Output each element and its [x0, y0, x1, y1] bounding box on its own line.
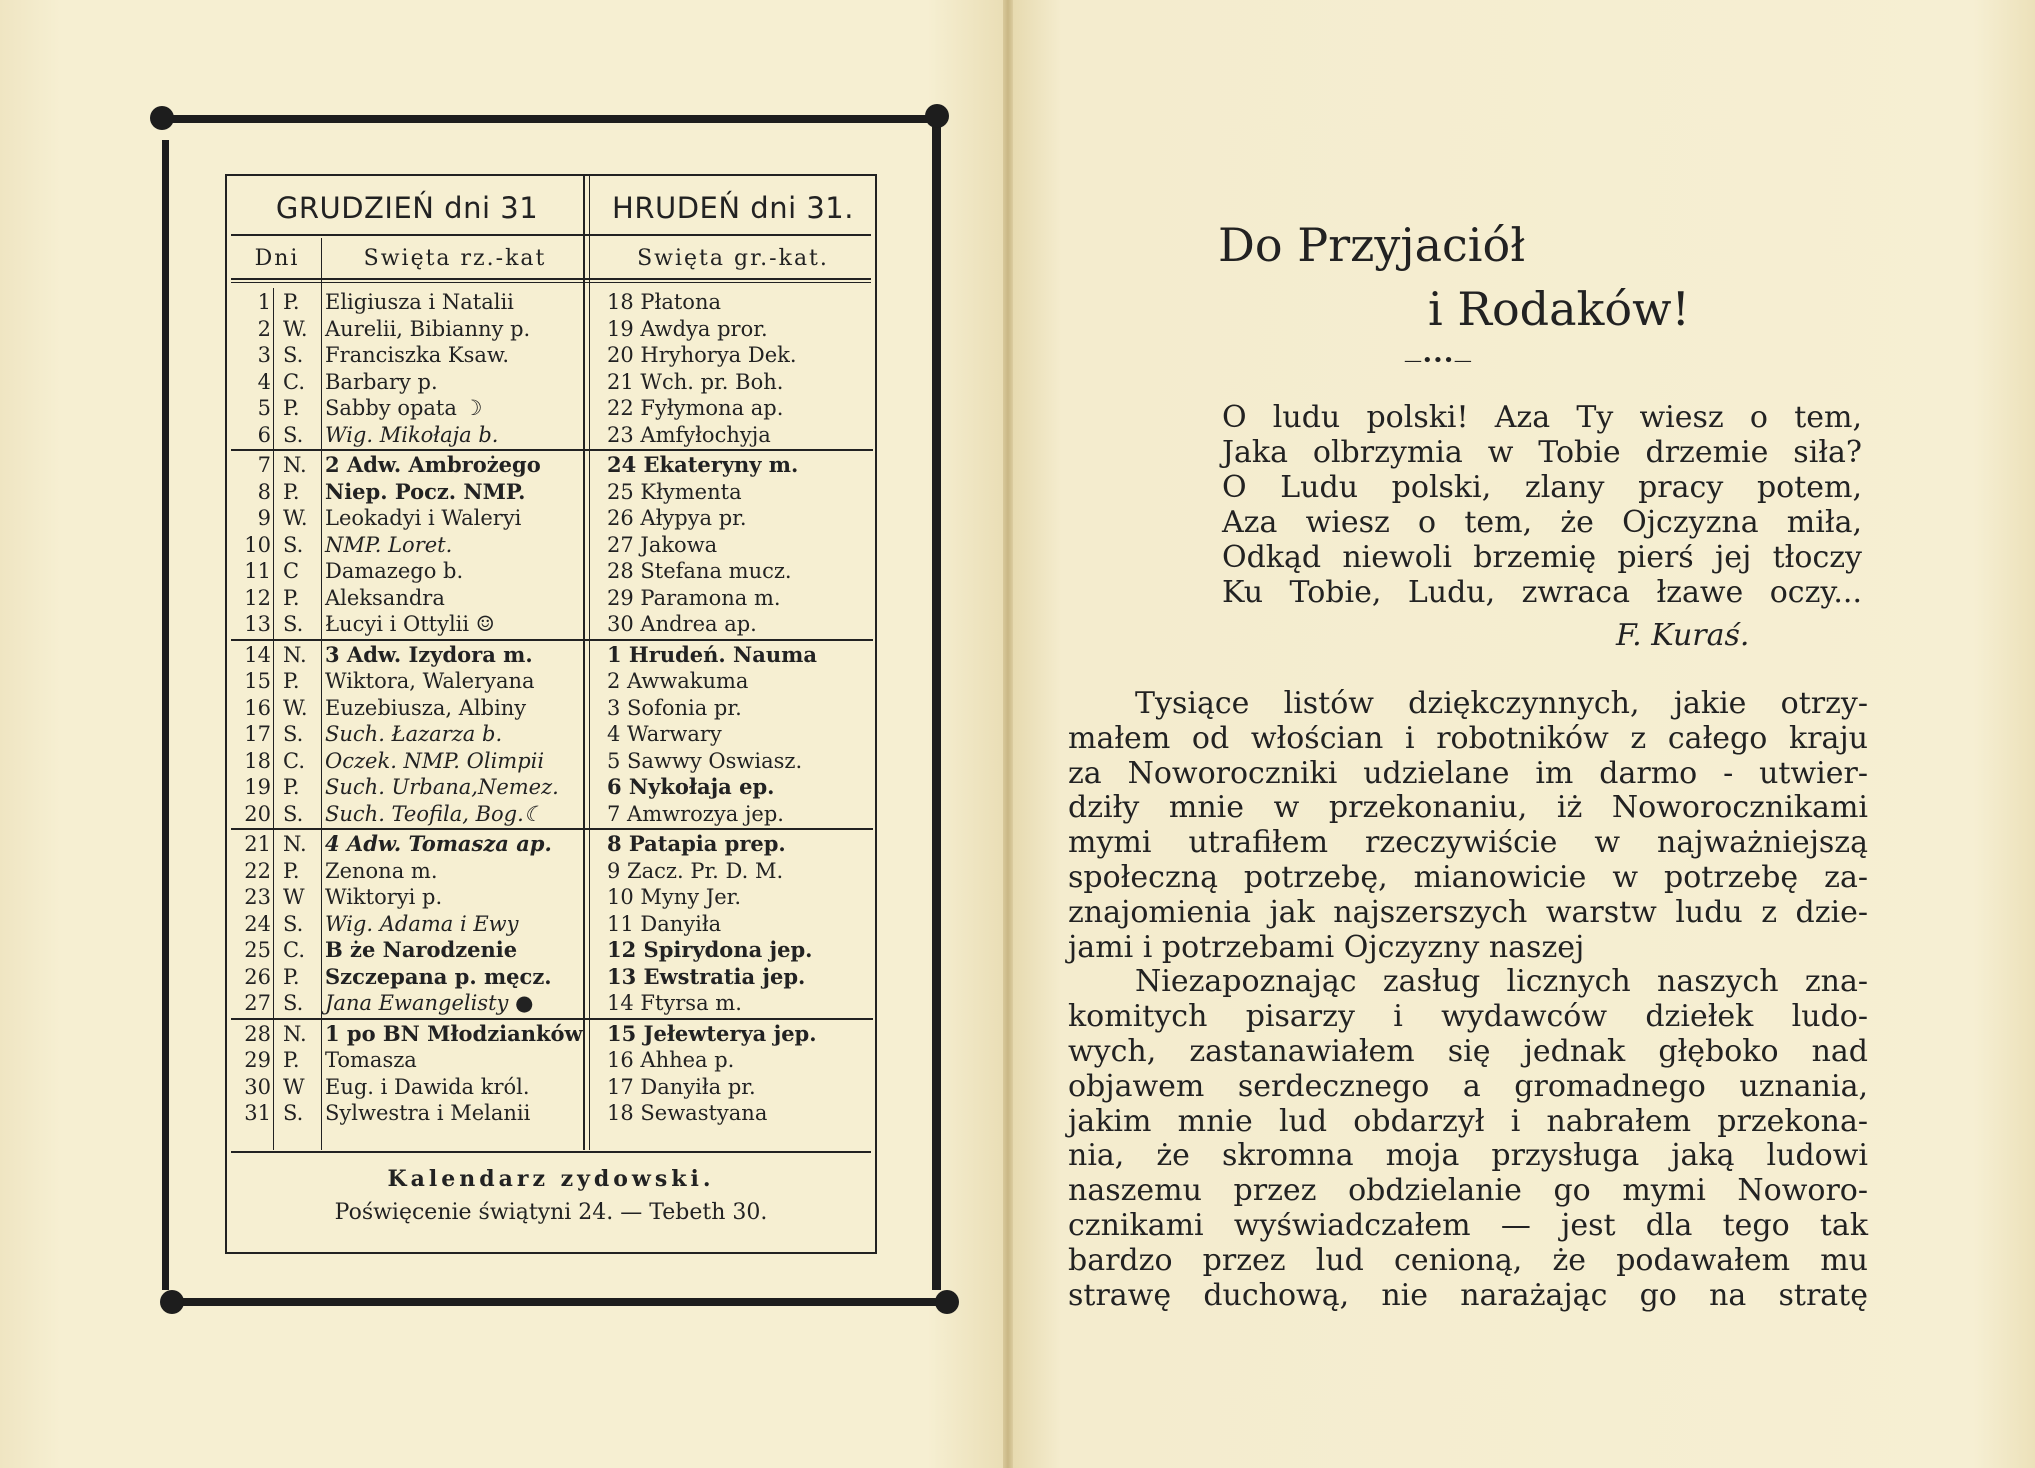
day-number: 10 — [244, 532, 271, 557]
poem-author: F. Kuraś. — [1616, 618, 1750, 653]
day-number: 24 — [244, 911, 271, 936]
day-number: 4 — [257, 369, 271, 394]
title-ornament: —•••— — [1404, 350, 1472, 371]
latin-feast: Wig. Mikołaja b. — [325, 422, 499, 447]
day-number: 12 — [244, 585, 271, 610]
calendar-row — [227, 289, 877, 316]
paragraph-line: społeczną potrzebę, mianowicie w potrzebę za- — [1068, 860, 1868, 895]
greek-feast: 1 Hrudeń. Nauma — [607, 641, 817, 667]
jewish-calendar-note: Poświęcenie świątyni 24. — Tebeth 30. — [334, 1200, 768, 1225]
frame-right — [932, 125, 941, 1290]
greek-feast: 27 Jakowa — [607, 532, 718, 557]
frame-corner-dot — [160, 1290, 184, 1314]
day-number: 15 — [244, 669, 271, 693]
calendar-row — [227, 342, 877, 369]
poem-line: Jaka olbrzymia w Tobie drzemie siła? — [1222, 435, 1862, 470]
paragraph-line: małem od włościan i robotników z całego kraju — [1068, 720, 1868, 756]
calendar-row — [227, 748, 877, 775]
latin-feast: Franciszka Ksaw. — [325, 343, 510, 367]
greek-feast: 5 Sawwy Oswiasz. — [607, 748, 803, 773]
greek-feast: 26 Ałypya pr. — [607, 506, 747, 530]
weekday-letter: S. — [283, 343, 304, 367]
weekday-letter: N. — [283, 1021, 307, 1046]
weekday-letter: S. — [283, 911, 304, 936]
weekday-letter: P. — [283, 775, 300, 799]
frame-corner-dot — [935, 1290, 959, 1314]
day-number: 5 — [257, 396, 271, 420]
latin-feast: Wiktoryi p. — [325, 885, 443, 909]
calendar-row — [227, 369, 877, 396]
greek-feast: 3 Sofonia pr. — [607, 695, 742, 720]
paragraph-line: jakim mnie lud obdarzył i nabrałem przekona- — [1068, 1103, 1868, 1139]
greek-feast: 17 Danyiła pr. — [607, 1074, 756, 1099]
weekday-letter: P. — [283, 964, 300, 989]
day-number: 17 — [244, 722, 271, 746]
weekday-letter: W — [283, 885, 305, 909]
weekday-letter: W. — [283, 695, 308, 720]
jewish-calendar-label: Kalendarz zydowski. — [387, 1166, 715, 1192]
latin-feast: Eligiusza i Natalii — [325, 290, 514, 314]
greek-feast: 29 Paramona m. — [607, 585, 781, 610]
book-gutter — [1003, 0, 1013, 1468]
day-number: 28 — [244, 1021, 271, 1046]
footer-rule — [231, 1151, 871, 1153]
col-header-greek: Swięta gr.-kat. — [637, 246, 829, 271]
latin-feast: Oczek. NMP. Olimpii — [325, 748, 545, 773]
day-number: 30 — [244, 1074, 271, 1099]
paragraph-line: znajomienia jak najszerszych warstw ludu z dzie- — [1068, 894, 1868, 930]
day-number: 8 — [257, 479, 271, 504]
latin-feast: Szczepana p. męcz. — [325, 963, 552, 989]
weekday-letter: C. — [283, 748, 305, 773]
greek-feast: 15 Jełewterya jep. — [607, 1020, 817, 1046]
weekday-letter: C — [283, 559, 300, 583]
weekday-letter: P. — [283, 1048, 300, 1072]
day-number: 2 — [257, 316, 271, 341]
day-number: 27 — [244, 991, 271, 1015]
weekday-letter: P. — [283, 858, 300, 883]
latin-feast: Sylwestra i Melanii — [325, 1101, 531, 1125]
calendar-row — [227, 585, 877, 612]
greek-feast: 8 Patapia prep. — [607, 831, 786, 856]
calendar-table — [225, 174, 877, 1254]
calendar-row — [227, 801, 877, 828]
greek-feast: 2 Awwakuma — [607, 669, 749, 693]
frame-corner-dot — [150, 106, 174, 130]
calendar-row — [227, 911, 877, 938]
week-separator — [231, 1018, 873, 1020]
greek-feast: 11 Danyiła — [607, 911, 722, 936]
month-title-latin: GRUDZIEŃ dni 31 — [275, 191, 539, 225]
latin-feast: Zenona m. — [325, 858, 438, 883]
paragraph-line: jami i potrzebami Ojczyzny naszej — [1068, 929, 1585, 965]
paragraph-line: Tysiące listów dziękczynnych, jakie otrzy- — [1135, 686, 1868, 721]
poem-line: Odkąd niewoli brzemię pierś jej tłoczy — [1222, 540, 1862, 575]
weekday-letter: S. — [283, 991, 304, 1015]
paragraph-line: naszemu przez obdzielanie go mymi Noworo- — [1068, 1173, 1868, 1209]
day-number: 9 — [257, 506, 271, 530]
col-header-days: Dni — [254, 246, 300, 271]
paragraph-line: mymi utrafiłem rzeczywiście w najważniejszą — [1068, 825, 1868, 861]
calendar-row — [227, 1047, 877, 1074]
greek-feast: 6 Nykołaja ep. — [607, 774, 775, 799]
week-separator — [231, 828, 873, 830]
weekday-letter: P. — [283, 479, 300, 504]
header-rule-thin — [231, 282, 871, 283]
latin-feast: 4 Adw. Tomasza ap. — [325, 831, 552, 856]
day-number: 1 — [257, 290, 271, 314]
poem-line: O Ludu polski, zlany pracy potem, — [1222, 470, 1862, 505]
calendar-row — [227, 990, 877, 1017]
calendar-row — [227, 964, 877, 991]
col-header-latin: Swięta rz.-kat — [363, 246, 547, 271]
day-number: 6 — [257, 422, 271, 447]
poem-line: Aza wiesz o tem, że Ojczyzna miła, — [1222, 505, 1862, 540]
latin-feast: NMP. Loret. — [325, 532, 453, 557]
article-title-line-1: Do Przyjaciół — [1218, 218, 1526, 272]
day-number: 23 — [244, 885, 271, 909]
frame-top — [160, 115, 940, 123]
paragraph-line: wych, zastanawiałem się jednak głęboko nad — [1068, 1034, 1868, 1069]
weekday-letter: W. — [283, 316, 308, 341]
paragraph-line: za Noworoczniki udzielane im darmo - utwier- — [1068, 755, 1868, 791]
greek-feast: 23 Amfyłochyja — [607, 422, 771, 447]
weekday-letter: N. — [283, 453, 307, 477]
day-number: 26 — [244, 964, 271, 989]
calendar-row — [227, 858, 877, 885]
latin-feast: Barbary p. — [325, 369, 438, 394]
greek-feast: 13 Ewstratia jep. — [607, 963, 806, 989]
paragraph-line: objawem serdecznego a gromadnego uznania, — [1068, 1068, 1868, 1104]
calendar-row — [227, 505, 877, 532]
greek-feast: 22 Fyłymona ap. — [607, 396, 784, 420]
calendar-row — [227, 721, 877, 748]
weekday-letter: S. — [283, 722, 304, 746]
weekday-letter: P. — [283, 669, 300, 693]
day-number: 7 — [257, 453, 271, 477]
weekday-letter: S. — [283, 422, 304, 447]
day-number: 21 — [244, 832, 271, 856]
frame-left — [162, 140, 169, 1290]
greek-feast: 9 Zacz. Pr. D. M. — [607, 858, 784, 883]
day-number: 11 — [244, 559, 271, 583]
latin-feast: 1 po BN Młodzianków — [325, 1020, 583, 1046]
latin-feast: Aleksandra — [325, 585, 445, 610]
calendar-row — [227, 1100, 877, 1127]
latin-feast: Wig. Adama i Ewy — [325, 911, 519, 936]
latin-feast: Eug. i Dawida król. — [325, 1074, 530, 1099]
weekday-letter: C. — [283, 938, 305, 962]
paragraph-line: dziły mnie w przekonaniu, iż Noworocznikami — [1068, 790, 1868, 826]
latin-feast: Niep. Pocz. NMP. — [325, 478, 526, 504]
latin-feast: Wiktora, Waleryana — [325, 669, 535, 693]
greek-feast: 14 Ftyrsa m. — [607, 991, 742, 1015]
paragraph-line: strawę duchową, nie narażając go na stratę — [1068, 1277, 1868, 1313]
latin-feast: Leokadyi i Waleryi — [325, 506, 522, 530]
calendar-row — [227, 452, 877, 479]
weekday-letter: S. — [283, 801, 304, 826]
day-number: 3 — [257, 343, 271, 367]
day-number: 18 — [244, 748, 271, 773]
greek-feast: 19 Awdya pror. — [607, 316, 768, 341]
calendar-row — [227, 316, 877, 343]
greek-feast: 21 Wch. pr. Boh. — [607, 369, 784, 394]
calendar-row — [227, 695, 877, 722]
weekday-letter: W. — [283, 506, 308, 530]
weekday-letter: P. — [283, 290, 300, 314]
weekday-letter: C. — [283, 369, 305, 394]
day-number: 13 — [244, 612, 271, 636]
article-title-line-2: i Rodaków! — [1428, 282, 1690, 336]
latin-feast: Euzebiusza, Albiny — [325, 695, 527, 720]
latin-feast: 2 Adw. Ambrożego — [325, 452, 541, 477]
paragraph-line: nia, że skromna moja przysługa jaką ludowi — [1068, 1138, 1868, 1174]
latin-feast: Such. Teofila, Bog.☾ — [325, 801, 543, 826]
calendar-row — [227, 831, 877, 858]
frame-corner-dot — [925, 104, 949, 128]
day-number: 22 — [244, 858, 271, 883]
weekday-letter: N. — [283, 642, 307, 667]
weekday-letter: P. — [283, 585, 300, 610]
day-number: 25 — [244, 938, 271, 962]
paragraph-line: Niezapoznając zasług licznych naszych zna- — [1135, 964, 1868, 1000]
latin-feast: Łucyi i Ottylii ☺ — [325, 612, 495, 636]
greek-feast: 7 Amwrozya jep. — [607, 801, 784, 826]
calendar-row — [227, 937, 877, 964]
frame-bottom — [175, 1298, 950, 1306]
greek-feast: 18 Płatona — [607, 290, 721, 314]
calendar-row — [227, 1021, 877, 1048]
latin-feast: Jana Ewangelisty ● — [325, 991, 534, 1015]
greek-feast: 10 Myny Jer. — [607, 885, 742, 909]
greek-feast: 12 Spirydona jep. — [607, 937, 813, 962]
day-number: 14 — [244, 642, 271, 667]
week-separator — [231, 639, 873, 641]
calendar-row — [227, 558, 877, 585]
greek-feast: 28 Stefana mucz. — [607, 559, 792, 583]
calendar-row — [227, 774, 877, 801]
month-title-greek: HRUDEŃ dni 31. — [612, 191, 854, 225]
greek-feast: 30 Andrea ap. — [607, 612, 757, 636]
calendar-row — [227, 884, 877, 911]
latin-feast: Aurelii, Bibianny p. — [325, 316, 531, 341]
latin-feast: Sabby opata ☽ — [325, 396, 483, 420]
latin-feast: Such. Urbana,Nemez. — [325, 775, 559, 799]
calendar-row — [227, 611, 877, 638]
day-number: 20 — [244, 801, 271, 826]
paragraph-line: cznikami wyświadczałem — jest dla tego tak — [1068, 1208, 1868, 1243]
latin-feast: Such. Łazarza b. — [325, 722, 503, 746]
calendar-row — [227, 532, 877, 559]
greek-feast: 24 Ekateryny m. — [607, 452, 799, 477]
calendar-row — [227, 479, 877, 506]
calendar-row — [227, 422, 877, 449]
day-number: 29 — [244, 1048, 271, 1072]
latin-feast: Tomasza — [325, 1048, 417, 1072]
header-rule — [231, 234, 871, 236]
week-separator — [231, 449, 873, 451]
day-number: 16 — [244, 695, 271, 720]
calendar-row — [227, 1074, 877, 1101]
latin-feast: B że Narodzenie — [325, 937, 518, 962]
calendar-row — [227, 642, 877, 669]
weekday-letter: P. — [283, 396, 300, 420]
greek-feast: 25 Kłymenta — [607, 479, 742, 504]
calendar-row — [227, 668, 877, 695]
weekday-letter: S. — [283, 532, 304, 557]
paragraph-line: komitych pisarzy i wydawców dziełek ludo- — [1068, 999, 1868, 1035]
weekday-letter: S. — [283, 1101, 304, 1125]
day-number: 19 — [244, 775, 271, 799]
weekday-letter: N. — [283, 832, 307, 856]
calendar-row — [227, 395, 877, 422]
latin-feast: 3 Adw. Izydora m. — [325, 641, 533, 667]
greek-feast: 18 Sewastyana — [607, 1101, 768, 1125]
weekday-letter: W — [283, 1074, 305, 1099]
greek-feast: 20 Hryhorya Dek. — [607, 343, 797, 367]
weekday-letter: S. — [283, 612, 304, 636]
greek-feast: 4 Warwary — [607, 722, 722, 746]
poem-line: O ludu polski! Aza Ty wiesz o tem, — [1222, 400, 1862, 435]
paragraph-line: bardzo przez lud cenioną, że podawałem mu — [1068, 1242, 1868, 1278]
day-number: 31 — [244, 1101, 271, 1125]
latin-feast: Damazego b. — [325, 559, 464, 583]
greek-feast: 16 Ahhea p. — [607, 1048, 735, 1072]
header-rule — [231, 278, 871, 280]
poem-line: Ku Tobie, Ludu, zwraca łzawe oczy... — [1222, 575, 1862, 610]
